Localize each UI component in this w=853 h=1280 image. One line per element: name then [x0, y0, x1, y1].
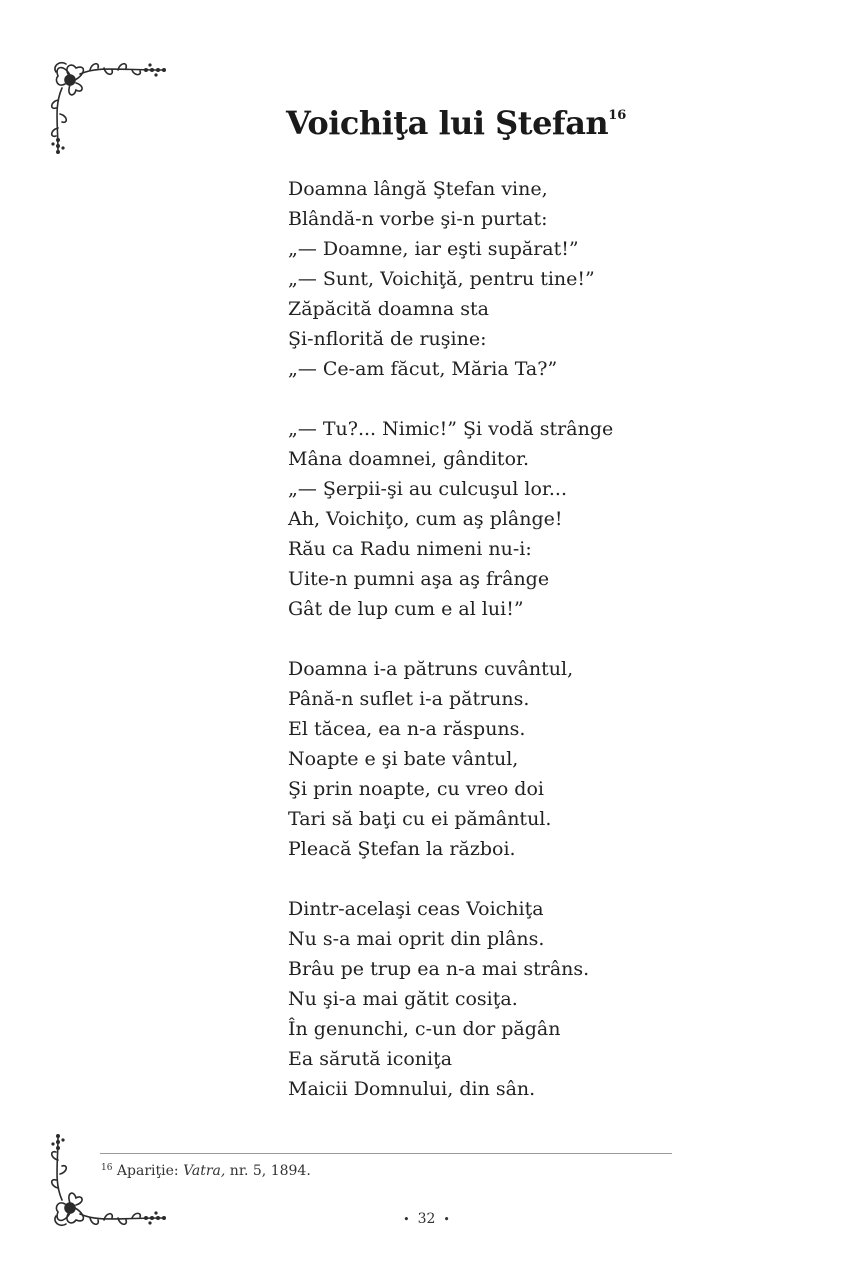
floral-corner-ornament-top — [46, 56, 168, 156]
page-number-footer — [0, 1211, 853, 1227]
poem-line: Nu s-a mai oprit din plâns. — [288, 928, 545, 950]
poem-line: Pleacă Ştefan la război. — [288, 838, 516, 860]
poem-body — [288, 174, 613, 1104]
poem-line: Şi prin noapte, cu vreo doi — [288, 778, 544, 800]
poem-line: „— Şerpii-şi au culcuşul lor... — [288, 478, 567, 500]
bullet-icon: • — [403, 1213, 410, 1226]
poem-line: Uite-n pumni aşa aş frânge — [288, 568, 550, 590]
poem-line: Până-n suflet i-a pătruns. — [288, 688, 530, 710]
title-footnote-ref: 16 — [608, 108, 627, 123]
poem-line: Gât de lup cum e al lui!” — [288, 598, 524, 620]
poem-line: Zăpăcită doamna sta — [288, 298, 490, 320]
footnote — [101, 1163, 311, 1179]
poem-line: Maicii Domnului, din sân. — [288, 1078, 536, 1100]
footnote-divider — [100, 1153, 672, 1154]
poem-line: Rău ca Radu nimeni nu-i: — [288, 538, 532, 560]
poem-line: Şi-nflorită de ruşine: — [288, 328, 487, 350]
stanza-3 — [288, 654, 613, 864]
footnote-source: Vatra, — [183, 1163, 226, 1179]
page-number: 32 — [417, 1211, 436, 1227]
poem-line: Mâna doamnei, gânditor. — [288, 448, 530, 470]
poem-title — [286, 104, 626, 142]
poem-line: „— Tu?... Nimic!” Şi vodă strânge — [288, 418, 614, 440]
poem-line: Noapte e şi bate vântul, — [288, 748, 519, 770]
stanza-4 — [288, 894, 613, 1104]
poem-line: „— Ce-am făcut, Măria Ta?” — [288, 358, 558, 380]
footnote-number: 16 — [101, 1163, 113, 1173]
poem-line: Doamna i-a pătruns cuvântul, — [288, 658, 574, 680]
poem-line: „— Sunt, Voichiţă, pentru tine!” — [288, 268, 595, 290]
poem-line: Nu şi-a mai gătit cosiţa. — [288, 988, 518, 1010]
stanza-2 — [288, 414, 613, 624]
poem-line: Dintr-acelaşi ceas Voichiţa — [288, 898, 544, 920]
footnote-label: Apariţie: — [112, 1163, 184, 1179]
stanza-1 — [288, 174, 613, 384]
poem-line: Ah, Voichiţo, cum aş plânge! — [288, 508, 563, 530]
poem-line: „— Doamne, iar eşti supărat!” — [288, 238, 579, 260]
poem-line: Blândă-n vorbe şi-n purtat: — [288, 208, 548, 230]
poem-line: Doamna lângă Ştefan vine, — [288, 178, 548, 200]
poem-line: În genunchi, c-un dor păgân — [288, 1018, 561, 1040]
poem-line: El tăcea, ea n-a răspuns. — [288, 718, 526, 740]
bullet-icon: • — [443, 1213, 450, 1226]
poem-title-text: Voichiţa lui Ştefan — [286, 104, 609, 142]
poem-line: Ea sărută iconiţa — [288, 1048, 453, 1070]
poem-line: Brâu pe trup ea n-a mai strâns. — [288, 958, 590, 980]
poem-line: Tari să baţi cu ei pământul. — [288, 808, 552, 830]
footnote-details: nr. 5, 1894. — [225, 1163, 311, 1179]
